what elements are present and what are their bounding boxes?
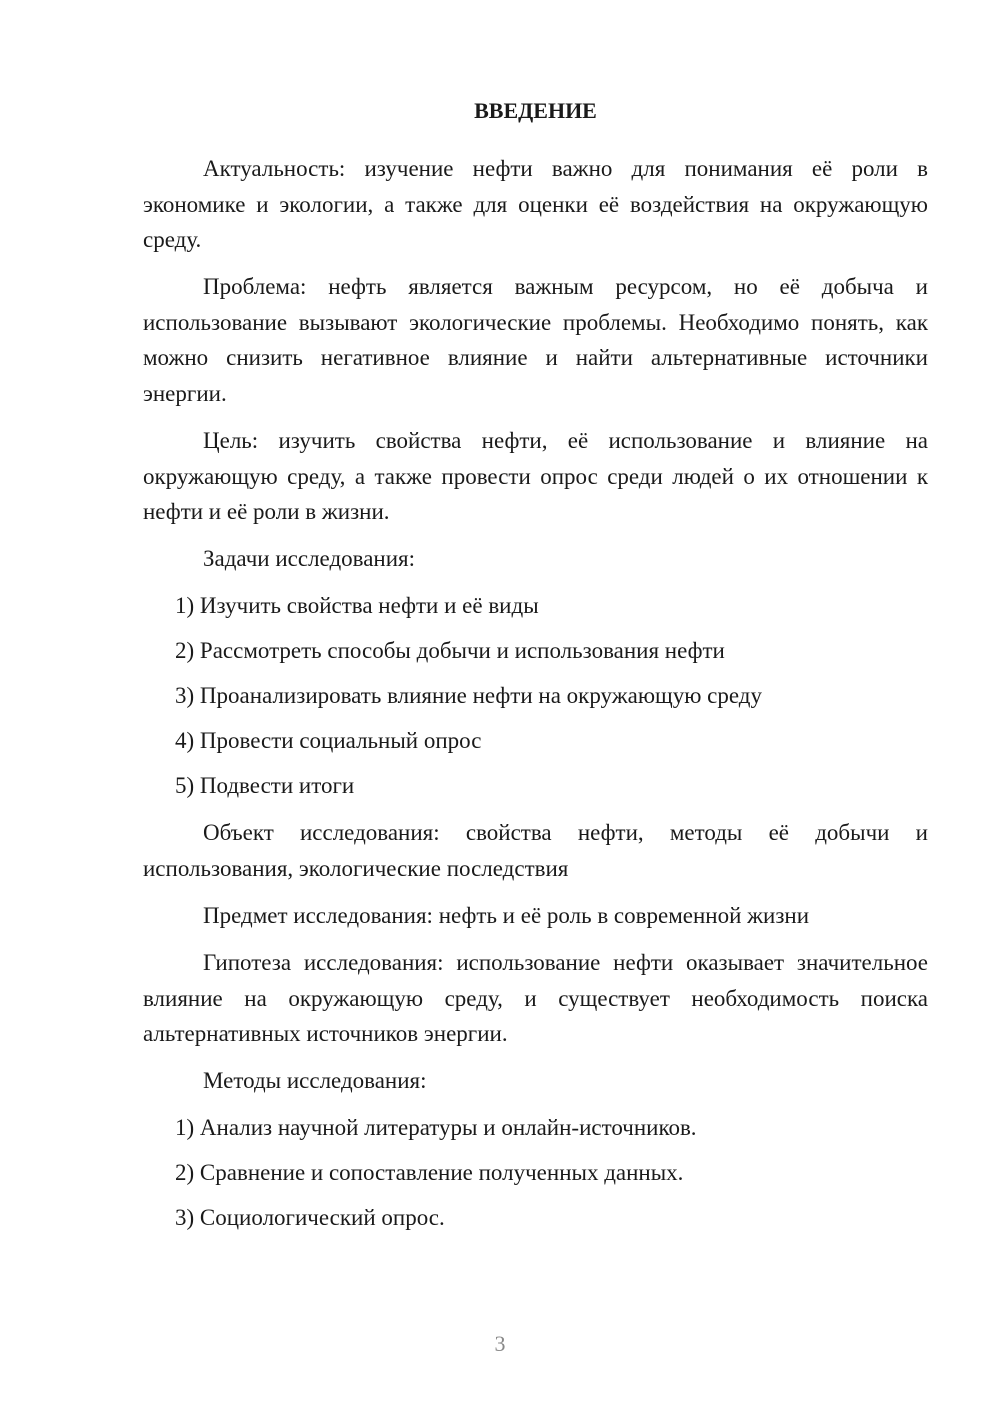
- list-item: 4) Провести социальный опрос: [175, 728, 482, 754]
- tasks-list: [143, 588, 928, 804]
- hypothesis-paragraph: Гипотеза исследования: использование нефти оказывает значительное влияние на окружающую среду, и существует необходимость поиска альтернативных источников энергии.: [143, 950, 928, 1047]
- page-number: 3: [494, 1331, 506, 1356]
- relevance-paragraph: Актуальность: изучение нефти важно для понимания её роли в экономике и экологии, а также для оценки её воздействия на окружающую среду.: [143, 156, 928, 253]
- problem-paragraph: Проблема: нефть является важным ресурсом, но её добыча и использование вызывают экологические проблемы. Необходимо понять, как можно снизить негативное влияние и найти альтернативные источники энергии.: [143, 274, 928, 406]
- methods-heading: Методы исследования:: [203, 1068, 427, 1094]
- list-item: 1) Изучить свойства нефти и её виды: [175, 593, 539, 619]
- list-item: 5) Подвести итоги: [175, 773, 355, 799]
- tasks-heading: Задачи исследования:: [203, 546, 416, 572]
- methods-list: [143, 1110, 928, 1236]
- goal-paragraph: Цель: изучить свойства нефти, её использование и влияние на окружающую среду, а также провести опрос среди людей о их отношении к нефти и её роли в жизни.: [143, 427, 928, 525]
- section-title: ВВЕДЕНИЕ: [474, 98, 597, 123]
- list-item: 3) Социологический опрос.: [175, 1205, 445, 1231]
- list-item: 2) Рассмотреть способы добычи и использования нефти: [175, 638, 725, 664]
- object-paragraph: Объект исследования: свойства нефти, методы её добычи и использования, экологические последствия: [143, 820, 928, 882]
- list-item: 3) Проанализировать влияние нефти на окружающую среду: [175, 683, 762, 709]
- list-item: 1) Анализ научной литературы и онлайн-источников.: [175, 1115, 697, 1141]
- list-item: 2) Сравнение и сопоставление полученных данных.: [175, 1160, 684, 1186]
- page-content: [143, 92, 928, 1245]
- subject-paragraph: Предмет исследования: нефть и её роль в современной жизни: [203, 903, 810, 929]
